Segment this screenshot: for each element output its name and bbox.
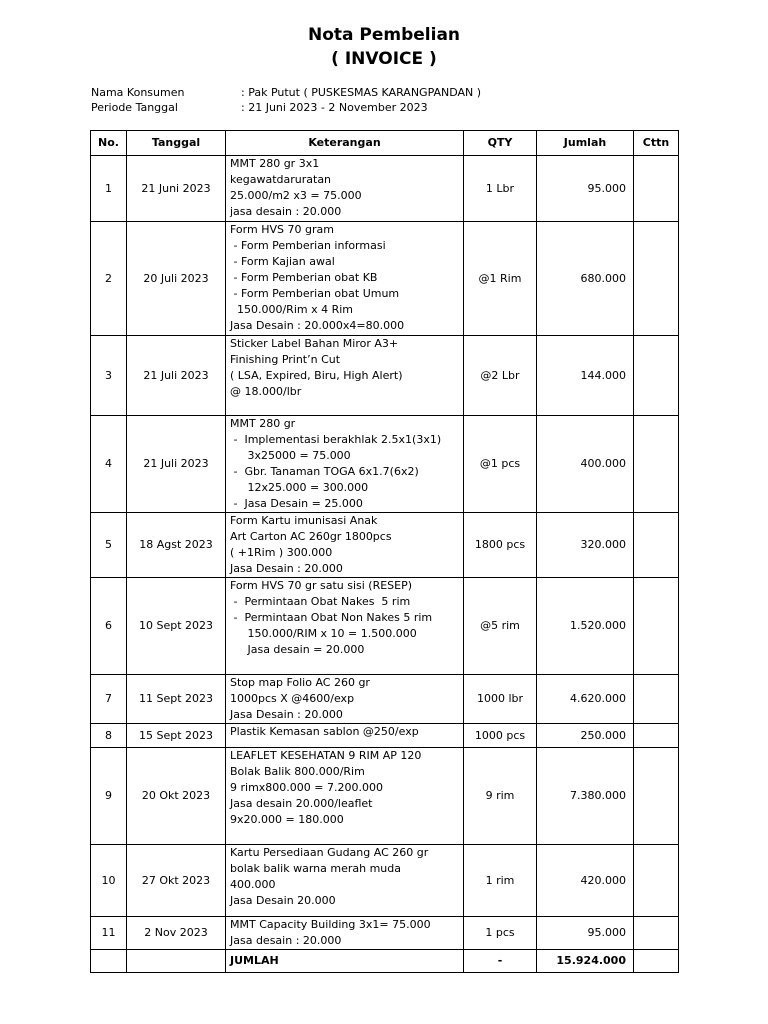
row-number: 9 (91, 748, 127, 845)
row-qty: 1 Lbr (464, 156, 537, 222)
description-line: MMT 280 gr 3x1 (230, 157, 320, 170)
description-line: Jasa desain = 20.000 (230, 643, 365, 656)
row-number: 10 (91, 845, 127, 917)
description-line: 25.000/m2 x3 = 75.000 (230, 189, 362, 202)
row-description (226, 578, 464, 675)
row-amount: 7.380.000 (537, 748, 634, 845)
table-row (91, 578, 679, 675)
description-line: jasa desain : 20.000 (230, 205, 342, 218)
row-note (634, 156, 679, 222)
row-amount: 400.000 (537, 416, 634, 513)
table-row (91, 724, 679, 748)
total-qty: - (464, 950, 537, 973)
invoice-table (90, 130, 679, 973)
row-qty: @1 pcs (464, 416, 537, 513)
description-line: Jasa Desain : 20.000 (230, 562, 343, 575)
row-description (226, 917, 464, 950)
total-empty-no (91, 950, 127, 973)
row-qty: 1 rim (464, 845, 537, 917)
description-line: - Form Kajian awal (230, 255, 335, 268)
row-date: 21 Juli 2023 (127, 416, 226, 513)
description-line: LEAFLET KESEHATAN 9 RIM AP 120 (230, 749, 422, 762)
description-line: - Form Pemberian obat KB (230, 271, 378, 284)
total-note (634, 950, 679, 973)
row-date: 11 Sept 2023 (127, 675, 226, 724)
table-row (91, 222, 679, 336)
description-line: MMT 280 gr (230, 417, 296, 430)
row-date: 21 Juni 2023 (127, 156, 226, 222)
period-value: : 21 Juni 2023 - 2 November 2023 (241, 101, 428, 114)
row-number: 11 (91, 917, 127, 950)
row-note (634, 336, 679, 416)
row-amount: 144.000 (537, 336, 634, 416)
row-amount: 1.520.000 (537, 578, 634, 675)
description-line: Jasa Desain : 20.000 (230, 708, 343, 721)
row-note (634, 222, 679, 336)
description-line: MMT Capacity Building 3x1= 75.000 (230, 918, 431, 931)
invoice-title: Nota Pembelian (307, 25, 461, 45)
row-date: 2 Nov 2023 (127, 917, 226, 950)
row-number: 6 (91, 578, 127, 675)
total-amount: 15.924.000 (537, 950, 634, 973)
customer-value: : Pak Putut ( PUSKESMAS KARANGPANDAN ) (241, 86, 482, 99)
description-line: Sticker Label Bahan Miror A3+ (230, 337, 399, 350)
description-line: - Permintaan Obat Non Nakes 5 rim (230, 611, 433, 624)
row-qty: @2 Lbr (464, 336, 537, 416)
row-qty: @5 rim (464, 578, 537, 675)
row-amount: 420.000 (537, 845, 634, 917)
description-line: ( LSA, Expired, Biru, High Alert) (230, 369, 403, 382)
description-line: Jasa desain : 20.000 (230, 934, 342, 947)
row-note (634, 917, 679, 950)
customer-label: Nama Konsumen (91, 86, 185, 99)
row-number: 7 (91, 675, 127, 724)
row-note (634, 513, 679, 578)
row-qty: 1000 lbr (464, 675, 537, 724)
row-amount: 320.000 (537, 513, 634, 578)
row-number: 4 (91, 416, 127, 513)
row-date: 18 Agst 2023 (127, 513, 226, 578)
description-line: Art Carton AC 260gr 1800pcs (230, 530, 392, 543)
row-note (634, 845, 679, 917)
table-row (91, 845, 679, 917)
total-label: JUMLAH (226, 950, 464, 973)
invoice-subtitle: ( INVOICE ) (331, 49, 437, 69)
description-line: 150.000/RIM x 10 = 1.500.000 (230, 627, 417, 640)
col-header-description: Keterangan (226, 131, 464, 156)
row-note (634, 675, 679, 724)
row-amount: 250.000 (537, 724, 634, 748)
col-header-date: Tanggal (127, 131, 226, 156)
description-line: - Permintaan Obat Nakes 5 rim (230, 595, 411, 608)
row-qty: 1000 pcs (464, 724, 537, 748)
table-row (91, 748, 679, 845)
table-row (91, 513, 679, 578)
col-header-amount: Jumlah (537, 131, 634, 156)
row-date: 15 Sept 2023 (127, 724, 226, 748)
description-line: bolak balik warna merah muda (230, 862, 401, 875)
row-description (226, 416, 464, 513)
col-header-note: Cttn (634, 131, 679, 156)
description-line: Jasa Desain 20.000 (230, 894, 336, 907)
row-description (226, 513, 464, 578)
description-line: kegawatdaruratan (230, 173, 332, 186)
table-row (91, 917, 679, 950)
description-line: Finishing Print’n Cut (230, 353, 341, 366)
description-line: Bolak Balik 800.000/Rim (230, 765, 365, 778)
description-line: - Gbr. Tanaman TOGA 6x1.7(6x2) (230, 465, 419, 478)
row-amount: 95.000 (537, 156, 634, 222)
row-note (634, 724, 679, 748)
row-description (226, 845, 464, 917)
description-line: 150.000/Rim x 4 Rim (230, 303, 354, 316)
row-qty: 1 pcs (464, 917, 537, 950)
row-date: 10 Sept 2023 (127, 578, 226, 675)
description-line: ( +1Rim ) 300.000 (230, 546, 333, 559)
row-amount: 4.620.000 (537, 675, 634, 724)
row-number: 2 (91, 222, 127, 336)
description-line: Kartu Persediaan Gudang AC 260 gr (230, 846, 429, 859)
table-row (91, 336, 679, 416)
description-line: 12x25.000 = 300.000 (230, 481, 369, 494)
description-line: Jasa Desain : 20.000x4=80.000 (230, 319, 405, 332)
row-number: 5 (91, 513, 127, 578)
description-line: @ 18.000/lbr (230, 385, 302, 398)
description-line: - Form Pemberian informasi (230, 239, 386, 252)
row-date: 21 Juli 2023 (127, 336, 226, 416)
description-line: 400.000 (230, 878, 276, 891)
row-note (634, 578, 679, 675)
row-number: 1 (91, 156, 127, 222)
row-description (226, 724, 464, 748)
description-line: - Form Pemberian obat Umum (230, 287, 400, 300)
row-number: 3 (91, 336, 127, 416)
table-row (91, 416, 679, 513)
total-row (91, 950, 679, 973)
col-header-no: No. (91, 131, 127, 156)
period-row (91, 101, 428, 114)
description-line: - Jasa Desain = 25.000 (230, 497, 363, 510)
description-line: 9x20.000 = 180.000 (230, 813, 344, 826)
total-empty-date (127, 950, 226, 973)
description-line: Stop map Folio AC 260 gr (230, 676, 370, 689)
table-row (91, 675, 679, 724)
description-line: Form HVS 70 gr satu sisi (RESEP) (230, 579, 413, 592)
row-amount: 680.000 (537, 222, 634, 336)
row-date: 20 Juli 2023 (127, 222, 226, 336)
table-header-row (91, 131, 679, 156)
col-header-qty: QTY (464, 131, 537, 156)
description-line: - Implementasi berakhlak 2.5x1(3x1) (230, 433, 442, 446)
row-qty: 1800 pcs (464, 513, 537, 578)
row-qty: @1 Rim (464, 222, 537, 336)
period-label: Periode Tanggal (91, 101, 178, 114)
customer-row (91, 86, 481, 99)
row-description (226, 222, 464, 336)
row-description (226, 675, 464, 724)
description-line: Jasa desain 20.000/leaflet (230, 797, 373, 810)
description-line: Form Kartu imunisasi Anak (230, 514, 378, 527)
row-date: 20 Okt 2023 (127, 748, 226, 845)
row-description (226, 156, 464, 222)
row-note (634, 416, 679, 513)
description-line: 9 rimx800.000 = 7.200.000 (230, 781, 383, 794)
description-line: 1000pcs X @4600/exp (230, 692, 355, 705)
row-number: 8 (91, 724, 127, 748)
row-description (226, 336, 464, 416)
description-line: Form HVS 70 gram (230, 223, 334, 236)
row-note (634, 748, 679, 845)
row-qty: 9 rim (464, 748, 537, 845)
description-line: 3x25000 = 75.000 (230, 449, 351, 462)
row-description (226, 748, 464, 845)
description-line: Plastik Kemasan sablon @250/exp (230, 725, 419, 738)
table-row (91, 156, 679, 222)
row-date: 27 Okt 2023 (127, 845, 226, 917)
row-amount: 95.000 (537, 917, 634, 950)
